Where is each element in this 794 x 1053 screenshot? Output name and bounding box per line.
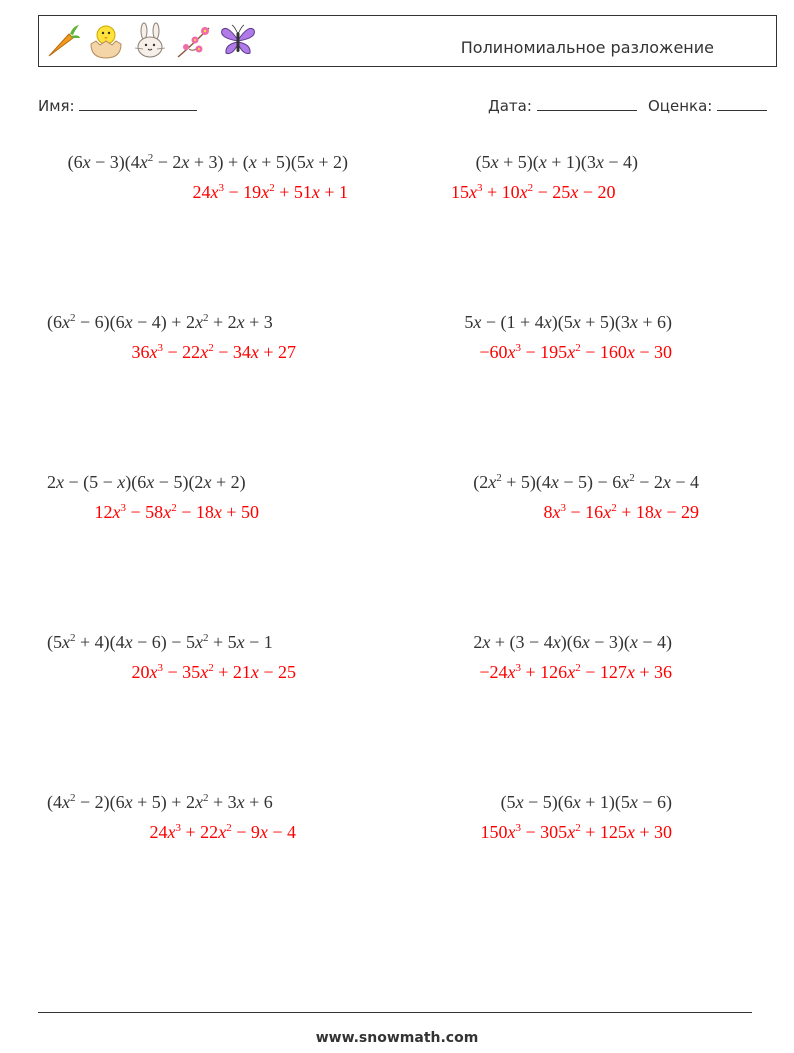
name-blank [79, 96, 197, 111]
problem-expression: $(4x^2 - 2)(6x + 5) + 2x^2 + 3x + 6$ [47, 792, 273, 812]
name-label: Имя: [38, 97, 75, 115]
answer-expression: $24x^3 + 22x^2 - 9x - 4$ [149, 822, 296, 842]
answer-expression: $150x^3 - 305x^2 + 125x + 30$ [480, 822, 672, 842]
bunny-icon [131, 22, 169, 60]
problem-expression: $(5x^2 + 4)(4x - 6) - 5x^2 + 5x - 1$ [47, 632, 273, 652]
header-icons [43, 21, 257, 61]
worksheet-title: Полиномиальное разложение [460, 38, 714, 57]
header-box [38, 15, 777, 67]
date-blank [537, 96, 637, 111]
problem-expression: (5x − 5)(6x + 1)(5x − 6) [500, 792, 672, 812]
date-field [488, 96, 637, 115]
chick-icon [87, 22, 125, 60]
problem-expression: 2x + (3 − 4x)(6x − 3)(x − 4) [473, 632, 672, 652]
name-field [38, 96, 197, 115]
problem-expression: 5x − (1 + 4x)(5x + 5)(3x + 6) [464, 312, 672, 332]
blossom-icon [175, 22, 213, 60]
footer-divider [38, 1012, 752, 1013]
problem-expression: (5x + 5)(x + 1)(3x − 4) [475, 152, 638, 172]
answer-expression: $36x^3 - 22x^2 - 34x + 27$ [131, 342, 296, 362]
date-label: Дата: [488, 97, 532, 115]
answer-expression: $-60x^3 - 195x^2 - 160x - 30$ [479, 342, 672, 362]
grade-field [648, 96, 767, 115]
footer-website: www.snowmath.com [315, 1030, 479, 1046]
answer-expression: $24x^3 - 19x^2 + 51x + 1$ [192, 182, 348, 202]
problem-expression: $(6x - 3)(4x^2 - 2x + 3) + (x + 5)(5x + 2)$ [67, 152, 348, 172]
grade-label: Оценка: [648, 97, 713, 115]
answer-expression: $15x^3 + 10x^2 - 25x - 20$ [451, 182, 616, 202]
answer-expression: $20x^3 - 35x^2 + 21x - 25$ [131, 662, 296, 682]
problem-expression: $(6x^2 - 6)(6x - 4) + 2x^2 + 2x + 3$ [47, 312, 273, 332]
problem-expression: 2x − (5 − x)(6x − 5)(2x + 2) [47, 472, 246, 492]
problem-expression: $(2x^2 + 5)(4x - 5) - 6x^2 - 2x - 4$ [473, 472, 699, 492]
grade-blank [717, 96, 767, 111]
carrot-icon [43, 22, 81, 60]
answer-expression: $8x^3 - 16x^2 + 18x - 29$ [543, 502, 699, 522]
butterfly-icon [219, 22, 257, 60]
answer-expression: $12x^3 - 58x^2 - 18x + 50$ [94, 502, 259, 522]
answer-expression: $-24x^3 + 126x^2 - 127x + 36$ [479, 662, 672, 682]
